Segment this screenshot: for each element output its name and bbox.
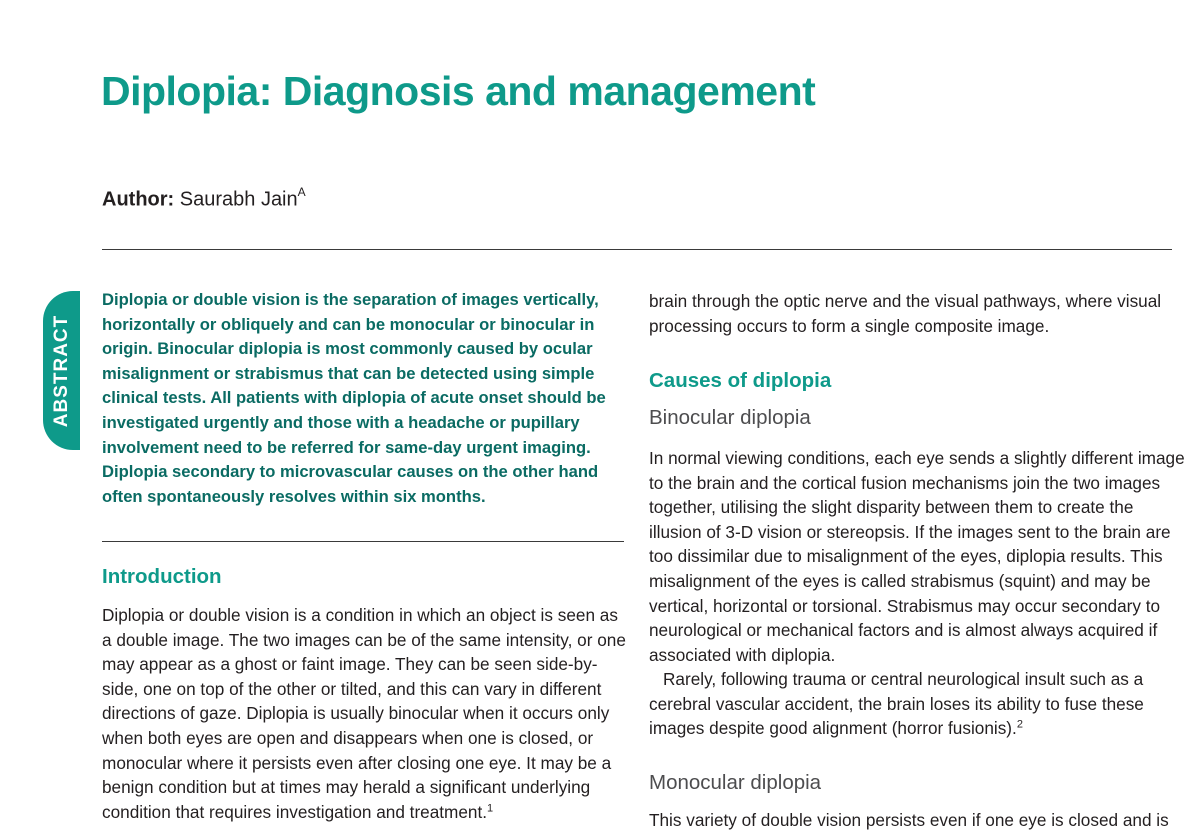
monocular-heading: Monocular diplopia bbox=[649, 771, 822, 794]
introduction-paragraph bbox=[102, 603, 632, 824]
binocular-paragraph-2-text: Rarely, following trauma or central neurological insult such as a cerebral vascular accident, the brain loses its ability to fuse these images despite good alignment (horror fusionis). bbox=[649, 669, 1144, 739]
abstract-text: Diplopia or double vision is the separation of images vertically, horizontally or obliquely and can be monocular or binocular in origin. Binocular diplopia is most commonly caused by ocular misalignment or strabismus that can be detected using simple clinical tests. All patients with diplopia of acute onset should be investigated urgently and those with a headache or pupillary involvement need to be referred for same-day urgent imaging. Diplopia secondary to microvascular causes on the other hand often spontaneously resolves within six months. bbox=[102, 290, 606, 506]
author-affiliation-mark: A bbox=[297, 185, 306, 199]
introduction-ref: 1 bbox=[487, 802, 494, 815]
author-name: Saurabh Jain bbox=[179, 188, 298, 211]
binocular-heading: Binocular diplopia bbox=[649, 406, 811, 429]
binocular-paragraph-2 bbox=[649, 667, 1189, 741]
abstract-tab bbox=[43, 291, 80, 450]
article-title: Diplopia: Diagnosis and management bbox=[101, 68, 816, 114]
continuation-paragraph: brain through the optic nerve and the visual pathways, where visual processing occurs to form a single composite image. bbox=[649, 291, 1162, 336]
causes-heading: Causes of diplopia bbox=[649, 369, 832, 392]
top-divider bbox=[102, 249, 1172, 250]
author-line bbox=[102, 187, 306, 212]
abstract-divider bbox=[102, 541, 624, 542]
introduction-heading: Introduction bbox=[102, 565, 222, 588]
author-label: Author: bbox=[102, 188, 175, 211]
binocular-paragraph-1: In normal viewing conditions, each eye sends a slightly different image to the brain and the cortical fusion mechanisms join the two images together, utilising the slight disparity between them to create the illusion of 3-D vision or stereopsis. If the images sent to the brain are too dissimilar due to misalignment of the eyes, diplopia results. This misalignment of the eyes is called strabismus (squint) and may be vertical, horizontal or torsional. Strabismus may occur secondary to neurological or mechanical factors and is almost always acquired if associated with diplopia. bbox=[649, 448, 1185, 665]
monocular-paragraph-1: This variety of double vision persists even if one eye is closed and is bbox=[649, 810, 1169, 830]
binocular-paragraph-2-ref: 2 bbox=[1016, 718, 1023, 731]
introduction-text: Diplopia or double vision is a condition in which an object is seen as a double image. The two images can be of the same intensity, or one may appear as a ghost or faint image. They can be seen side-by-side, one on top of the other or tilted, and this can vary in different directions of gaze. Diplopia is usually binocular when it occurs only when both eyes are open and disappears when one is closed, or monocular where it persists even after closing one eye. It may be a benign condition but at times may herald a significant underlying condition that requires investigation and treatment. bbox=[102, 605, 626, 822]
abstract-tab-label: ABSTRACT bbox=[50, 314, 72, 427]
